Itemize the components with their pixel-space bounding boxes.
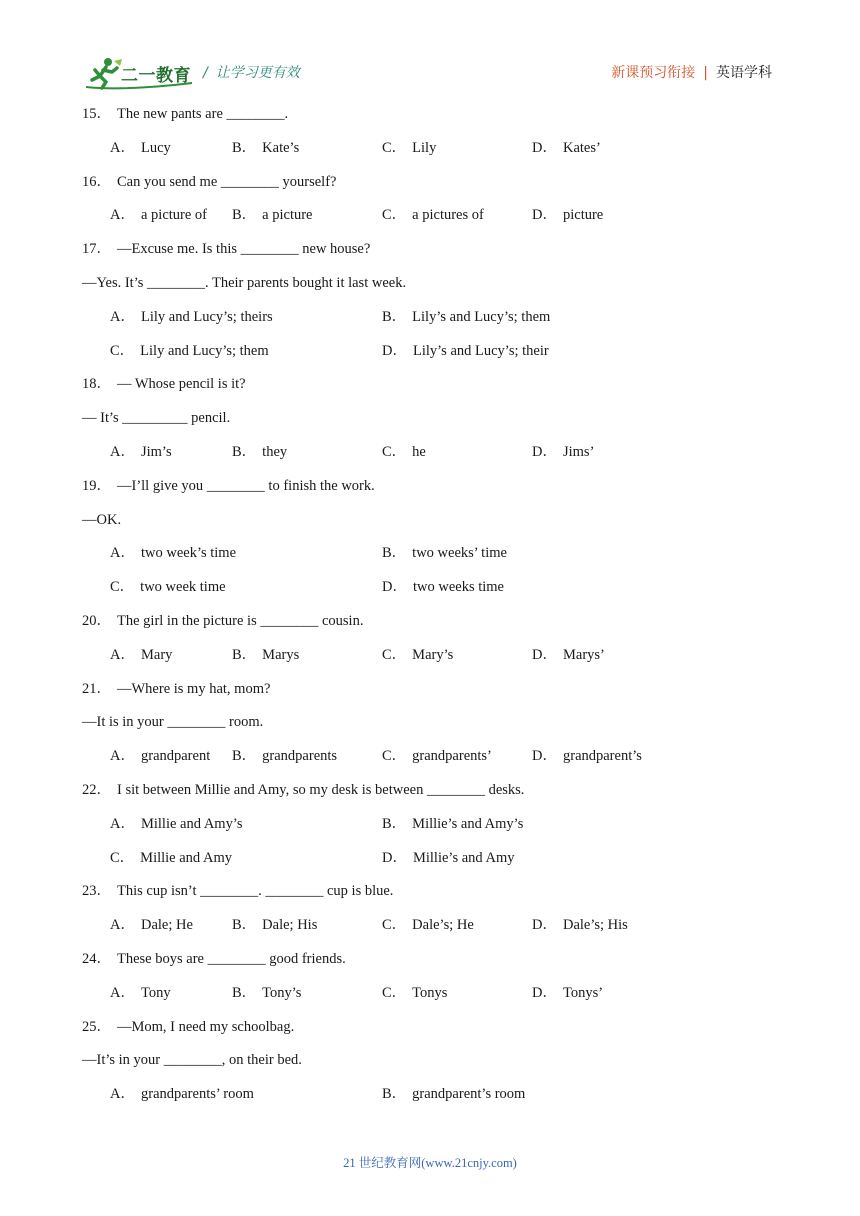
page-footer: 21 世纪教育网(www.21cnjy.com) <box>343 1156 517 1170</box>
option-text: Lily <box>412 139 437 156</box>
option-letter: C． <box>110 849 135 866</box>
question-list <box>82 104 782 1118</box>
question-line <box>82 611 782 645</box>
question-line <box>82 949 782 983</box>
option-letter: D． <box>532 646 557 663</box>
option-letter: A． <box>110 984 135 1001</box>
answer-option <box>532 442 594 462</box>
answer-option <box>382 1084 525 1104</box>
option-letter: D． <box>532 984 557 1001</box>
option-text: Lily’s and Lucy’s; them <box>412 308 551 325</box>
options-row <box>82 814 782 848</box>
option-text: a picture of <box>140 207 208 224</box>
question-line <box>82 239 782 273</box>
option-text: grandparents’ <box>412 748 492 765</box>
options-row <box>82 848 782 882</box>
answer-option <box>382 341 549 361</box>
options-row <box>82 307 782 341</box>
option-text: Jim’s <box>140 443 172 460</box>
answer-option <box>232 746 337 766</box>
options-row <box>82 543 782 577</box>
question-text: This cup isn’t ________. ________ cup is blue. <box>117 883 394 900</box>
option-letter: B． <box>382 1086 407 1103</box>
option-text: Tonys <box>412 984 448 1001</box>
options-row <box>82 645 782 679</box>
answer-option <box>110 645 172 665</box>
option-text: Tony <box>140 984 171 1001</box>
option-text: Mary <box>140 646 173 663</box>
option-letter: C． <box>382 207 407 224</box>
answer-option <box>532 645 605 665</box>
option-letter: A． <box>110 646 135 663</box>
option-letter: D． <box>382 342 407 359</box>
answer-option <box>382 543 507 563</box>
question-line <box>82 679 782 713</box>
question-text: —It is in your ________ room. <box>82 714 264 731</box>
question-number: 19． <box>82 477 111 494</box>
question-text: —Yes. It’s ________. Their parents bought it last week. <box>82 274 407 291</box>
answer-option <box>110 205 207 225</box>
option-text: Marys <box>262 646 300 663</box>
option-letter: B． <box>232 139 257 156</box>
option-text: two weeks’ time <box>412 545 507 562</box>
answer-option <box>110 915 193 935</box>
question-text: — Whose pencil is it? <box>117 376 246 393</box>
answer-option <box>382 848 514 868</box>
answer-option <box>110 442 172 462</box>
question-text: —It’s in your ________, on their bed. <box>82 1052 302 1069</box>
answer-option <box>532 915 628 935</box>
question-line <box>82 273 782 307</box>
question-text: Can you send me ________ yourself? <box>117 173 337 190</box>
question-number: 18． <box>82 376 111 393</box>
option-letter: A． <box>110 139 135 156</box>
answer-option <box>382 442 426 462</box>
option-letter: A． <box>110 917 135 934</box>
question-text: —I’ll give you ________ to finish the work. <box>117 477 375 494</box>
option-text: Millie and Amy’s <box>140 815 243 832</box>
course-label: 新课预习衔接 <box>611 65 696 81</box>
option-text: Tonys’ <box>562 984 604 1001</box>
answer-option <box>110 1084 254 1104</box>
option-text: Dale; He <box>140 917 193 934</box>
question-line <box>82 1017 782 1051</box>
option-letter: B． <box>232 443 257 460</box>
answer-option <box>532 983 603 1003</box>
option-letter: D． <box>532 139 557 156</box>
option-text: grandparents’ room <box>140 1086 254 1103</box>
option-text: Dale’s; His <box>562 917 628 934</box>
question-line <box>82 374 782 408</box>
option-letter: B． <box>232 748 257 765</box>
answer-option <box>232 442 287 462</box>
option-letter: C． <box>382 748 407 765</box>
options-row <box>82 746 782 780</box>
option-text: they <box>262 443 288 460</box>
option-letter: D． <box>532 443 557 460</box>
options-row <box>82 915 782 949</box>
option-text: two week time <box>140 579 226 596</box>
option-text: Tony’s <box>262 984 302 1001</box>
options-row <box>82 577 782 611</box>
options-row <box>82 205 782 239</box>
answer-option <box>382 915 474 935</box>
option-text: two weeks time <box>412 579 504 596</box>
option-letter: A． <box>110 815 135 832</box>
answer-option <box>110 341 269 361</box>
option-letter: D． <box>382 579 407 596</box>
answer-option <box>110 307 273 327</box>
options-row <box>82 983 782 1017</box>
question-line <box>82 172 782 206</box>
question-line <box>82 476 782 510</box>
option-text: grandparents <box>262 748 338 765</box>
slogan-slash: / <box>203 65 208 81</box>
answer-option <box>382 814 523 834</box>
option-text: grandparent <box>140 748 211 765</box>
question-number: 17． <box>82 241 111 258</box>
question-line <box>82 712 782 746</box>
answer-option <box>532 205 603 225</box>
answer-option <box>232 645 299 665</box>
option-letter: B． <box>382 545 407 562</box>
answer-option <box>110 543 236 563</box>
question-text: I sit between Millie and Amy, so my desk is between ________ desks. <box>117 781 525 798</box>
answer-option <box>232 983 301 1003</box>
header-divider: | <box>703 65 708 81</box>
answer-option <box>382 645 453 665</box>
options-row <box>82 341 782 375</box>
option-letter: C． <box>382 917 407 934</box>
answer-option <box>232 915 317 935</box>
option-letter: D． <box>532 207 557 224</box>
answer-option <box>110 138 171 158</box>
option-text: he <box>412 443 426 460</box>
option-letter: A． <box>110 207 135 224</box>
answer-option <box>382 746 492 766</box>
options-row <box>82 138 782 172</box>
option-text: Kate’s <box>262 139 300 156</box>
answer-option <box>382 577 504 597</box>
subject-label: 英语学科 <box>716 65 772 81</box>
header-course-info <box>611 62 772 82</box>
logo-text: 二一教育 <box>121 66 191 86</box>
option-text: Millie’s and Amy’s <box>412 815 524 832</box>
option-letter: A． <box>110 443 135 460</box>
option-text: Lily and Lucy’s; theirs <box>140 308 273 325</box>
option-letter: A． <box>110 1086 135 1103</box>
answer-option <box>382 307 550 327</box>
options-row <box>82 1084 782 1118</box>
question-line <box>82 780 782 814</box>
question-number: 21． <box>82 680 111 697</box>
question-line <box>82 1050 782 1084</box>
option-letter: B． <box>232 646 257 663</box>
option-text: Lucy <box>140 139 171 156</box>
option-text: Jims’ <box>562 443 595 460</box>
option-text: Dale’s; He <box>412 917 474 934</box>
option-text: Dale; His <box>262 917 318 934</box>
option-letter: D． <box>382 849 407 866</box>
question-number: 16． <box>82 173 111 190</box>
slogan <box>203 62 300 82</box>
options-row <box>82 442 782 476</box>
question-number: 22． <box>82 781 111 798</box>
option-letter: B． <box>232 207 257 224</box>
question-number: 24． <box>82 950 111 967</box>
option-text: Lily’s and Lucy’s; their <box>412 342 549 359</box>
option-text: picture <box>562 207 604 224</box>
question-number: 15． <box>82 106 111 122</box>
option-text: Millie’s and Amy <box>412 849 515 866</box>
option-text: grandparent’s room <box>412 1086 526 1103</box>
option-letter: D． <box>532 748 557 765</box>
question-text: —Where is my hat, mom? <box>117 680 271 697</box>
question-line <box>82 510 782 544</box>
answer-option <box>110 983 171 1003</box>
answer-option <box>382 983 447 1003</box>
option-text: Kates’ <box>562 139 601 156</box>
option-letter: B． <box>382 815 407 832</box>
option-letter: A． <box>110 748 135 765</box>
option-text: Millie and Amy <box>140 849 233 866</box>
question-text: —OK. <box>82 511 122 528</box>
option-text: a picture <box>262 207 313 224</box>
option-text: Marys’ <box>562 646 605 663</box>
question-text: —Mom, I need my schoolbag. <box>117 1018 295 1035</box>
option-letter: C． <box>110 342 135 359</box>
answer-option <box>232 138 299 158</box>
question-text: These boys are ________ good friends. <box>117 950 346 967</box>
answer-option <box>110 746 210 766</box>
question-number: 23． <box>82 883 111 900</box>
option-letter: C． <box>382 646 407 663</box>
option-text: Lily and Lucy’s; them <box>140 342 269 359</box>
option-letter: C． <box>382 139 407 156</box>
answer-option <box>232 205 313 225</box>
answer-option <box>382 138 436 158</box>
answer-option <box>110 848 232 868</box>
question-number: 25． <box>82 1018 111 1035</box>
option-text: two week’s time <box>140 545 237 562</box>
question-text: —Excuse me. Is this ________ new house? <box>117 241 371 258</box>
question-text: The new pants are ________. <box>117 106 289 122</box>
slogan-text: 让学习更有效 <box>215 65 300 81</box>
question-text: — It’s _________ pencil. <box>82 410 231 427</box>
answer-option <box>110 814 242 834</box>
question-line <box>82 104 782 138</box>
option-letter: C． <box>110 579 135 596</box>
option-letter: B． <box>382 308 407 325</box>
option-letter: B． <box>232 917 257 934</box>
option-letter: C． <box>382 984 407 1001</box>
answer-option <box>532 138 601 158</box>
question-line <box>82 881 782 915</box>
page-header <box>0 0 860 100</box>
question-number: 20． <box>82 612 111 629</box>
question-text: The girl in the picture is ________ cousin. <box>117 612 364 629</box>
option-letter: B． <box>232 984 257 1001</box>
answer-option <box>110 577 226 597</box>
answer-option <box>382 205 484 225</box>
option-letter: A． <box>110 545 135 562</box>
option-text: grandparent’s <box>562 748 642 765</box>
option-letter: A． <box>110 308 135 325</box>
question-line <box>82 408 782 442</box>
answer-option <box>532 746 642 766</box>
option-text: a pictures of <box>412 207 484 224</box>
option-text: Mary’s <box>412 646 454 663</box>
option-letter: D． <box>532 917 557 934</box>
option-letter: C． <box>382 443 407 460</box>
